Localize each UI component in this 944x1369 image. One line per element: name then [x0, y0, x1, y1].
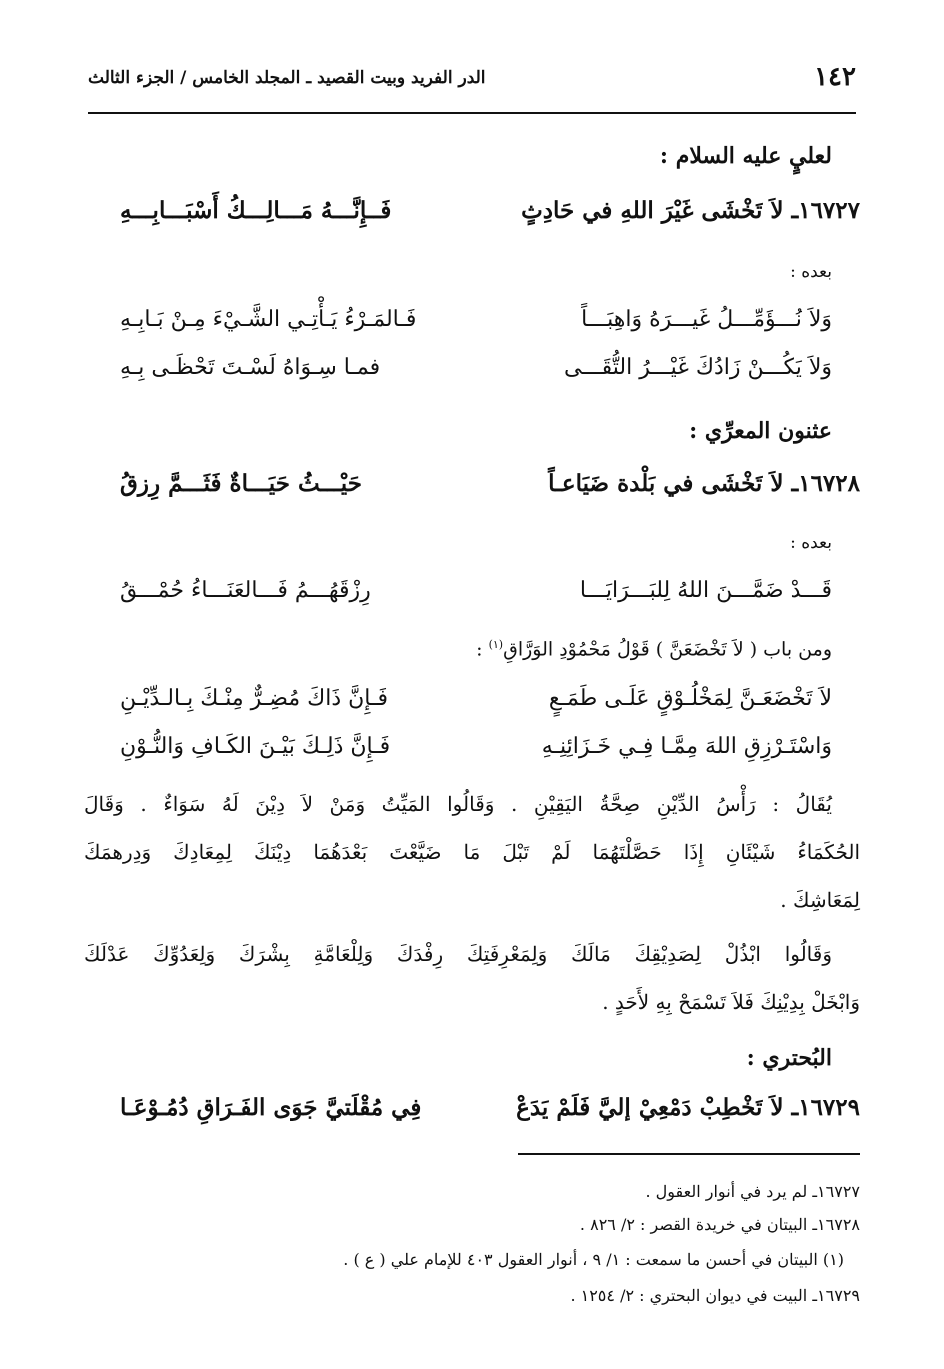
verse-16729-first-hemistich: ١٦٧٢٩ـ لاَ تَخْطِبْ دَمْعِيْ إليَّ فَلَمْ يَدَعْ [516, 1094, 860, 1121]
verse-16727 [100, 197, 860, 231]
attribution-ali: لعليٍ عليه السلام : [659, 143, 832, 169]
page-header [88, 62, 856, 98]
verse-3a-second-hemistich: فَـإِنَّ ذَاكَ مُضِـرٌّ مِنْـكَ بِـالـدِّيْـنِ [120, 686, 388, 711]
after-label-1: بعده : [790, 262, 832, 282]
verse-16727-first-hemistich: ١٦٧٢٧ـ لاَ تَخْشَى غَيْرَ اللهِ في حَادِثٍ [521, 197, 860, 224]
attribution-maarri: عثنون المعرِّي : [689, 418, 832, 444]
verse-2a-first-hemistich: قَـــدْ ضَمَّـــنَ اللهُ لِلبَـــرَايَـــا [579, 578, 832, 603]
prose-paragraph-2-line-1: وَقَالُوا ابْذُلْ لِصَدِيْقِكَ مَالَكَ وَلِمَعْرِفَتِكَ رِفْدَكَ وَلِلْعَامَّةِ بِشْرَكَ وَلِعَدُوِّكَ عَدْلَكَ [84, 942, 832, 966]
chapter-line [476, 638, 832, 660]
footnote-marker: (١) [488, 638, 504, 651]
verse-3b-first-hemistich: وَاسْتَـرْزِقِ اللهَ مِمَّـا فِـي خَـزَائِنِـهِ [541, 734, 832, 759]
prose-paragraph-2-line-2: وَابْخَلْ بِدِيْنِكَ فَلاَ تَسْمَحْ بِهِ لأَحَدٍ . [602, 990, 860, 1014]
verse-couplet-1a [100, 307, 860, 341]
footnote-16729: ١٦٧٢٩ـ البيت في ديوان البحتري : ٢/ ١٢٥٤ . [570, 1286, 860, 1305]
footnote-1: (١) البيتان في أحسن ما سمعت : ١/ ٩ ، أنوار العقول ٤٠٣ للإمام علي ( ع ) . [343, 1250, 844, 1269]
verse-couplet-2a [100, 578, 860, 612]
verse-16728-first-hemistich: ١٦٧٢٨ـ لاَ تَخْشَى في بَلْدة ضَيَاعـاً [548, 470, 860, 497]
chapter-colon: : [476, 638, 489, 661]
header-rule [88, 112, 856, 114]
verse-16728-second-hemistich: حَيْـــثُ حَيَـــاةٌ فَثَـــمَّ رِزقُ [120, 470, 362, 497]
verse-1b-second-hemistich: فمـا سِـوَاهُ لَسْـتَ تَحْظَـى بِـهِ [120, 355, 381, 380]
attribution-buhturi: البُحتري : [746, 1045, 832, 1071]
verse-couplet-1b [100, 355, 860, 389]
verse-1a-second-hemistich: فَـالمَـرْءُ يَـأْتِـي الشَّـيْءَ مِـنْ بَـابِـهِ [120, 307, 417, 332]
running-title: الدر الفريد وبيت القصيد ـ المجلد الخامس / الجزء الثالث [88, 68, 486, 88]
verse-3b-second-hemistich: فَـإِنَّ ذَلِـكَ بَيْـنَ الكَـافِ وَالنُّـوْنِ [120, 734, 391, 759]
verse-couplet-3b [100, 734, 860, 768]
verse-16729-second-hemistich: فِي مُقْلَتيَّ جَوَى الفَـرَاقِ دُمُـوْعَـا [120, 1094, 422, 1121]
after-label-2: بعده : [790, 533, 832, 553]
verse-16728 [100, 470, 860, 504]
page-number: ١٤٢ [814, 62, 856, 92]
verse-16727-second-hemistich: فَــإِنَّـــهُ مَـــالِـــكُ أَسْبَـــابِـــهِ [120, 197, 392, 224]
prose-paragraph-1-line-1: يُقَالُ : رَأْسُ الدِّيْنِ صِحَّةُ اليَقِيْنِ . وَقَالُوا المَيِّتُ وَمَنْ لاَ دِيْنَ لَهُ سَوَاءٌ . وَقَالَ [84, 792, 832, 816]
verse-couplet-3a [100, 686, 860, 720]
verse-3a-first-hemistich: لاَ تَخْضَعَـنَّ لِمَخْلُـوْقٍ عَلَـى طَمَـعٍ [548, 686, 832, 711]
footnote-16727: ١٦٧٢٧ـ لم يرد في أنوار العقول . [645, 1182, 860, 1201]
footnote-rule [518, 1153, 860, 1155]
prose-paragraph-1-line-2: الحُكَمَاءُ شَيْئَانِ إِذَا حَصَّلْتَهُمَا لَمْ تَبْلَ مَا ضَيَّعْتَ بَعْدَهُمَا دِيْنَكَ لِمِعَادِكَ وَدِرهمَكَ [84, 840, 860, 864]
prose-paragraph-1-line-3: لِمَعَاشِكَ . [780, 888, 860, 912]
chapter-text: ومن باب ( لاَ تَخْضَعَنَّ ) قَوْلُ مَحْمُوْدِ الوَرَّاقِ [503, 638, 832, 661]
verse-2a-second-hemistich: رِزْقَهُـــمُ فَـــالعَنَـــاءُ حُمْـــقُ [120, 578, 371, 603]
verse-16729 [100, 1094, 860, 1128]
footnote-16728: ١٦٧٢٨ـ البيتان في خريدة القصر : ٢/ ٨٢٦ . [579, 1215, 860, 1234]
verse-1a-first-hemistich: وَلاَ نُـــؤَمِّـــلُ غَيـــرَهُ وَاهِبَـــاً [581, 307, 832, 332]
verse-1b-first-hemistich: وَلاَ يَكُـــنْ زَادُكَ غَيْـــرُ التُّقَـــى [563, 355, 832, 380]
